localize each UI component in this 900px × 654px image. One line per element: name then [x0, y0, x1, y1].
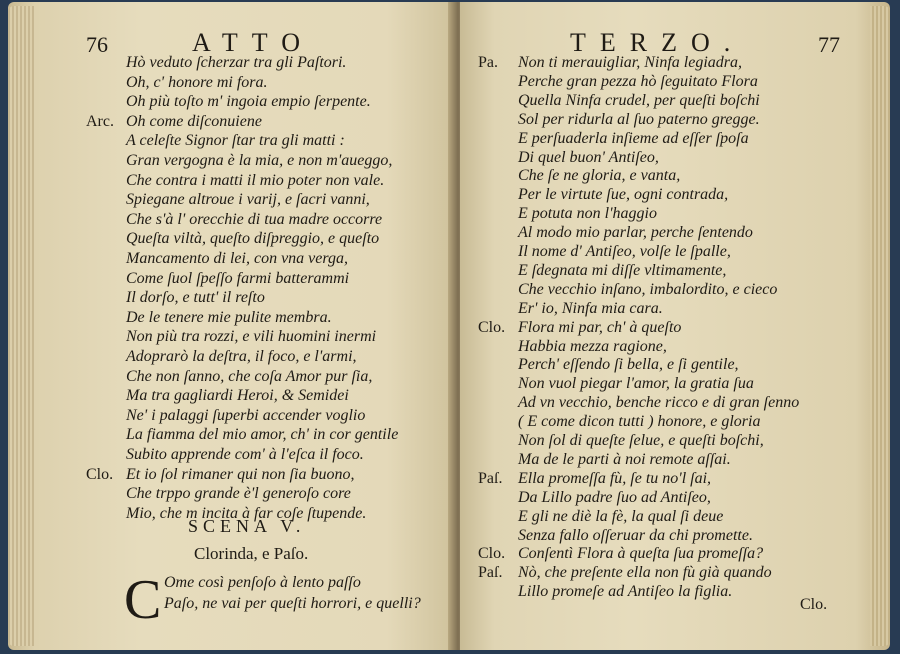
speaker-label: Clo. [478, 545, 506, 563]
verse-line: Er' io, Ninfa mia cara. [518, 299, 663, 317]
verse-line: E potuta non l'haggio [518, 205, 657, 223]
page-edges-right [870, 6, 890, 646]
verse-line: Che contra i matti il mio poter non vale. [126, 171, 385, 189]
right-page [460, 2, 890, 650]
verse-line: Non ti merauigliar, Ninfa legiadra, [518, 54, 743, 71]
verse-line: Conſentì Flora à queſta ſua promeſſa? [518, 545, 764, 563]
verse-line: La fiamma del mio amor, ch' in cor gentile [126, 426, 399, 444]
open-book [8, 2, 890, 652]
page-number-right: 77 [818, 32, 840, 57]
running-head-left: ATTO [192, 28, 314, 57]
verse-line: Che ſe ne gloria, e vanta, [518, 167, 681, 185]
verse-line: Queſta viltà, queſto diſpreggio, e queſto [126, 230, 380, 248]
verse-line: Oh, c' honore mi fora. [126, 73, 268, 91]
scene-line-2: Paſo, ne vai per queſti horrori, e quelli? [164, 595, 421, 612]
verse-line: Al modo mio parlar, perche ſentendo [518, 224, 753, 242]
scene-line-1: Ome così penſoſo à lento paſſo [164, 574, 361, 591]
drop-cap: C [124, 569, 162, 631]
verse-line: Lillo promeſe ad Antiſeo la figlia. [518, 583, 733, 601]
scene-title: SCENA V. [188, 516, 306, 536]
speaker-label: Clo. [478, 318, 506, 336]
verse-line: Che non ſanno, che coſa Amor pur ſia, [126, 367, 373, 385]
verse-line: Di quel buon' Antiſeo, [518, 148, 659, 166]
verse-line: Non vuol piegar l'amor, la gratia ſua [518, 375, 754, 393]
verse-line: Sol per ridurla al ſuo paterno gregge. [518, 110, 760, 128]
verse-line: Ma de le parti à noi remote aſſai. [518, 450, 731, 468]
verse-line: Mancamento di lei, con vna verga, [126, 250, 349, 267]
speaker-label: Paſ. [478, 564, 503, 582]
verse-line: Perche gran pezza hò ſeguitato Flora [518, 72, 758, 90]
verse-line: A celeſte Signor ſtar tra gli matti : [126, 132, 345, 150]
verse-line: Hò veduto ſcherzar tra gli Paſtori. [126, 54, 347, 71]
speaker-label: Pa. [478, 54, 498, 71]
verse-line: Spiegane altroue i varij, e ſacri vanni, [126, 191, 370, 209]
verse-line: Come ſuol ſpeſſo farmi batterammi [126, 269, 350, 287]
verse-line: Ad vn vecchio, benche ricco e di gran ſenno [518, 394, 800, 412]
verse-line: Ma tra gagliardi Heroi, & Semidei [126, 387, 349, 405]
scene-characters: Clorinda, e Paſo. [194, 544, 309, 563]
verse-line: Ne' i palaggi ſuperbi accender voglio [126, 406, 366, 424]
verse-line: Non più tra rozzi, e vili huomini inermi [126, 328, 377, 346]
left-page [8, 2, 454, 650]
verse-line: De le tenere mie pulite membra. [126, 308, 332, 326]
verse-line: Quella Ninfa crudel, per queſti boſchi [518, 91, 760, 109]
running-head-right: TERZO. [570, 28, 745, 57]
verse-line: Non ſol di queſte ſelue, e queſti boſchi, [518, 432, 764, 449]
page-number-left: 76 [86, 32, 108, 57]
verse-line: Il dorſo, e tutt' il reſto [126, 289, 265, 307]
page-edges-left [8, 6, 34, 646]
speaker-label: Paſ. [478, 469, 503, 487]
verse-line: E perſuaderla inſieme ad eſſer ſpoſa [518, 129, 749, 147]
verse-line: Che trppo grande è'l generoſo core [126, 485, 351, 503]
verse-line: Mio, che m incita à far coſe ſtupende. [126, 504, 367, 522]
verse-line: Nò, che preſente ella non fù già quando [518, 564, 772, 582]
verse-line: Adoprarò la deſtra, il foco, e l'armi, [126, 348, 357, 365]
verse-line: E gli ne diè la fè, la qual ſi deue [518, 507, 724, 525]
verse-line: Il nome d' Antiſeo, volſe le ſpalle, [518, 243, 731, 260]
verse-line: Senza fallo oſſeruar da chi promette. [518, 526, 753, 544]
verse-line: Habbia mezza ragione, [518, 337, 667, 355]
speaker-label: Arc. [86, 112, 114, 130]
verse-line: Gran vergogna è la mia, e non m'aueggo, [126, 152, 393, 169]
verse-line: Et io ſol rimaner qui non ſia buono, [126, 465, 355, 483]
catchword: Clo. [800, 596, 828, 613]
verse-line: Da Lillo padre ſuo ad Antiſeo, [518, 488, 711, 506]
verse-line: Perch' eſſendo ſi bella, e ſi gentile, [518, 356, 739, 374]
speaker-label: Clo. [86, 465, 114, 483]
verse-line: Ella promeſſa fù, ſe tu no'l ſai, [518, 469, 712, 487]
verse-line: Oh più toſto m' ingoia empio ſerpente. [126, 93, 371, 111]
verse-line: Oh come diſconuiene [126, 112, 262, 130]
verse-line: Per le virtute ſue, ogni contrada, [518, 186, 729, 204]
verse-line: Che vecchio inſano, imbalordito, e cieco [518, 280, 778, 298]
verse-line: E ſdegnata mi diſſe vltimamente, [518, 261, 727, 279]
verse-line: ( E come dicon tutti ) honore, e gloria [518, 413, 761, 431]
verse-line: Flora mi par, ch' à queſto [518, 318, 682, 336]
verse-line: Subito apprende com' à l'eſca il foco. [126, 446, 364, 463]
verse-line: Che s'à l' orecchie di tua madre occorre [126, 210, 383, 228]
